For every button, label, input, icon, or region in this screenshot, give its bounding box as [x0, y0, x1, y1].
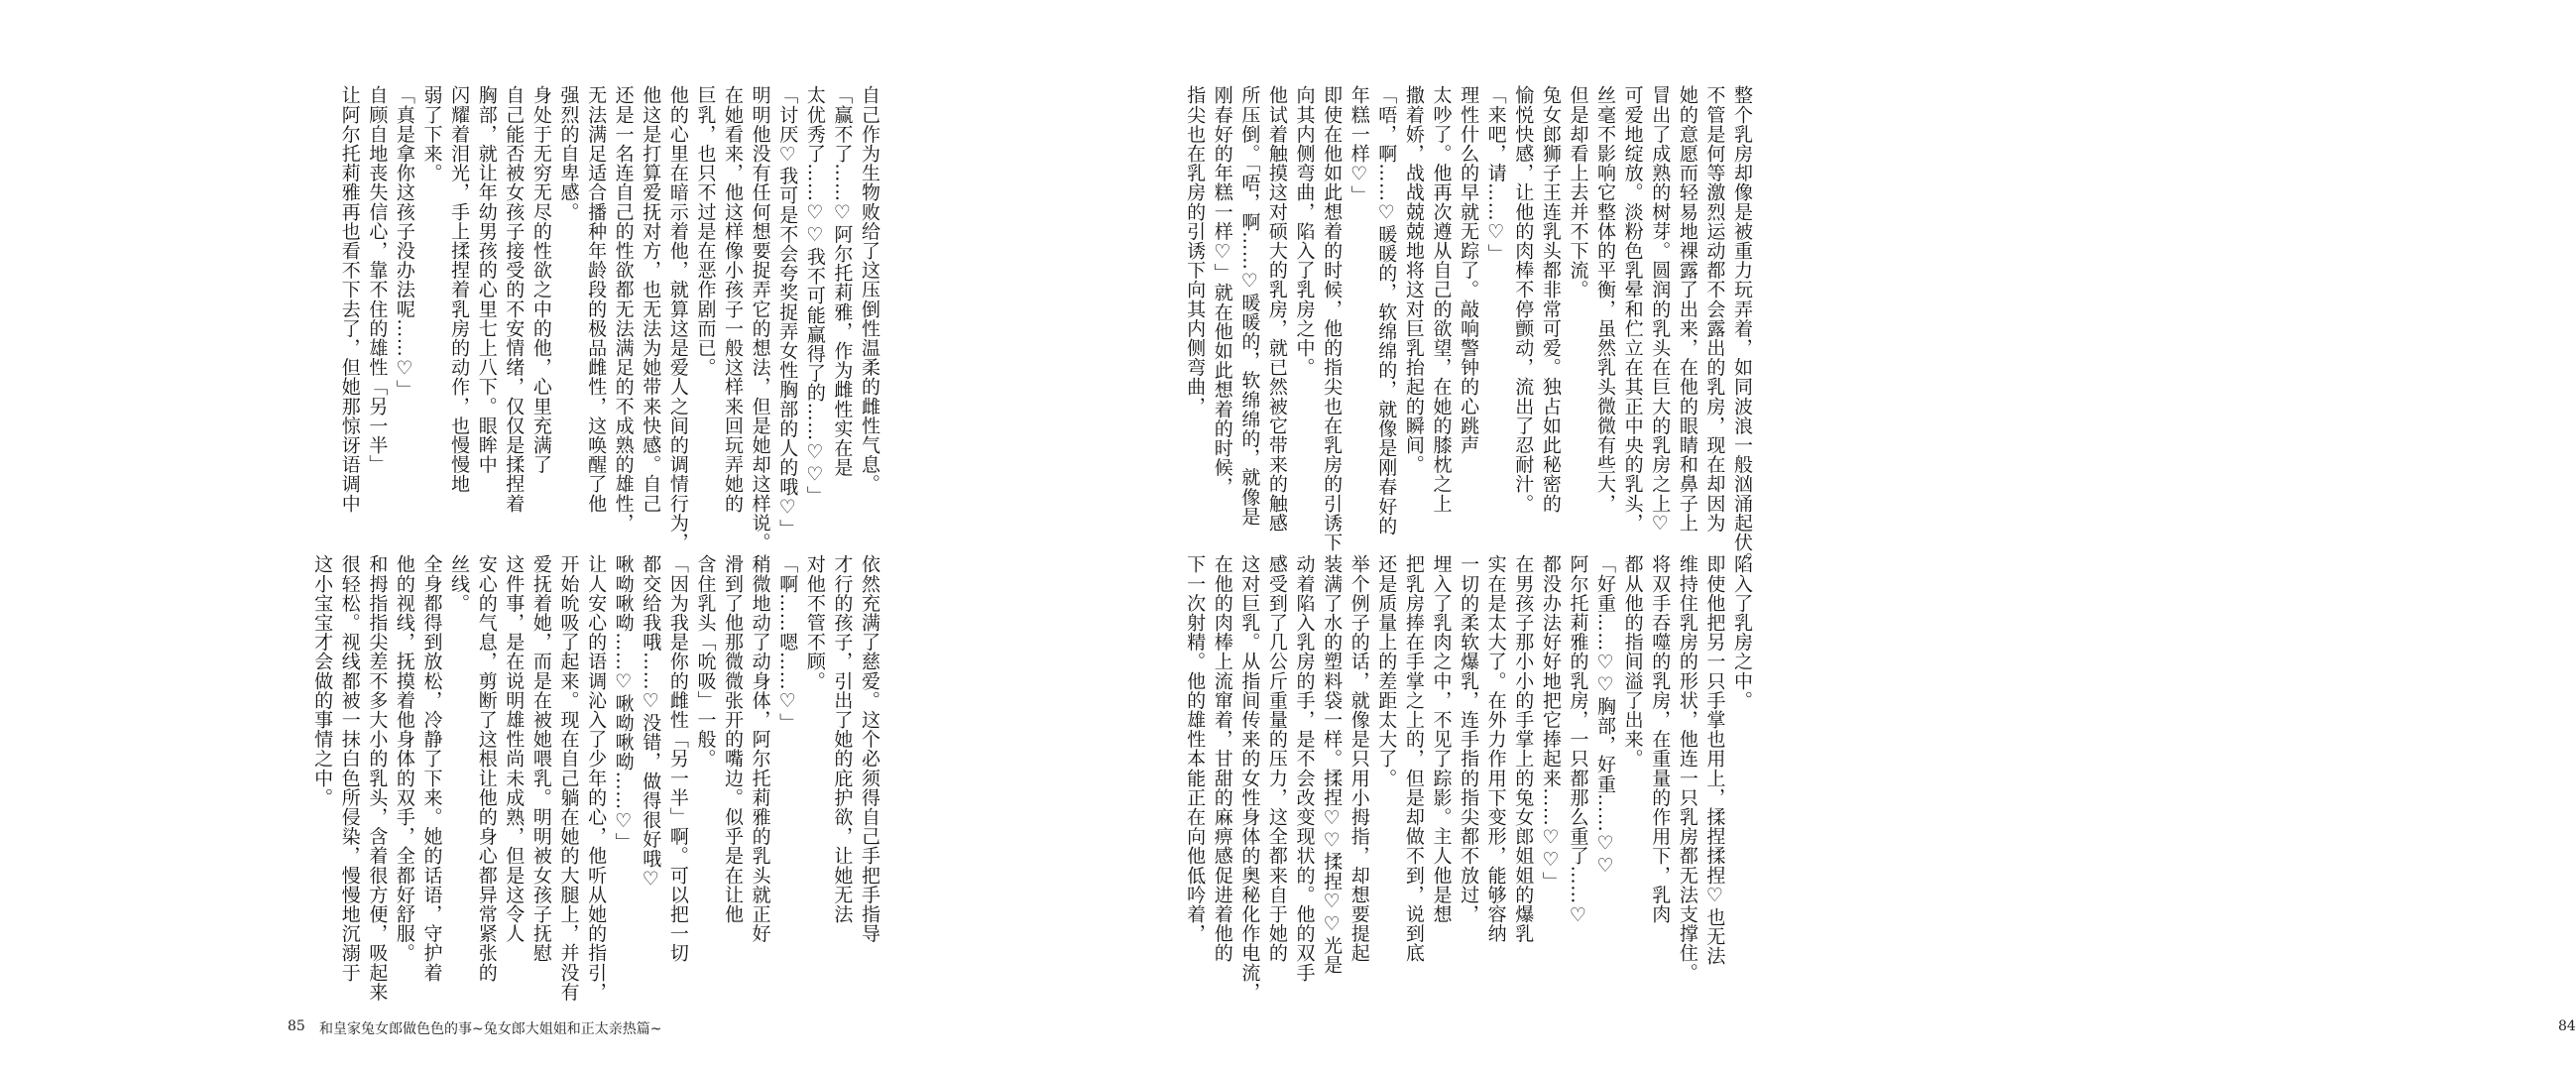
- text-line: 将双手吞噬的乳房，在重量的作用下，乳肉: [1649, 554, 1672, 924]
- text-line: 「讨厌♡我可是不会夸奖捉弄女性胸部的人的哦♡」: [776, 85, 799, 538]
- text-line: 「唔，啊……♡暖暖的，软绵绵的，就像是刚春好的: [1375, 85, 1398, 536]
- text-line: 动着陷入乳房的手，是不会改变现状的。他的双手: [1293, 554, 1316, 983]
- text-line: 愉悦快感，让他的肉棒不停颤动，流出了忍耐汁。: [1512, 85, 1535, 514]
- text-line: 在男孩子那小小的手掌上的兔女郎姐姐的爆乳: [1512, 554, 1535, 943]
- text-line: 还是一名连自己的性欲都无法满足的不成熟的雄性，: [612, 85, 635, 533]
- text-line: 强烈的自卑感。: [557, 85, 580, 222]
- text-line: 「来吧，请……♡」: [1484, 85, 1507, 264]
- text-line: 自顾自地丧失信心，靠不住的雄性「另一半」: [366, 85, 389, 474]
- text-line: 把乳房捧在手掌之上的，但是却做不到，说到底: [1402, 554, 1425, 963]
- text-line: 让阿尔托莉雅再也看不下去了，但她那惊讶语调中: [338, 85, 361, 514]
- page-84: [952, 0, 2576, 1071]
- text-line: 无法满足适合播种年龄段的极品雌性，这唤醒了他: [585, 85, 608, 514]
- text-line: 自己能否被女孩子接受的不安情绪，仅仅是揉捏着: [503, 85, 526, 514]
- text-line: 埋入了乳肉之中，不见了踪影。主人他是想: [1430, 554, 1453, 924]
- text-line: 太吵了。他再次遵从自己的欲望，在她的膝枕之上: [1430, 85, 1453, 514]
- text-line: 「因为我是你的雌性「另一半」啊。可以把一切: [666, 554, 689, 963]
- text-line: 在他的肉棒上流窜着，甘甜的麻痹感促进着他的: [1211, 554, 1233, 963]
- text-line: 举个例子的话，就像是只用小拇指，却想要提起: [1347, 554, 1370, 963]
- text-line: 依然充满了慈爱。这个必须得自己手把手指导: [859, 554, 880, 943]
- text-line: 冒出了成熟的树芽。圆润的乳头在巨大的乳房之上♡: [1649, 85, 1672, 536]
- text-line: 对他不管不顾。: [803, 554, 826, 691]
- text-line: 自己作为生物败给了这压倒性温柔的雌性气息。: [859, 85, 880, 494]
- text-line: 她的意愿而轻易地裸露了出来，在他的眼睛和鼻子上: [1676, 85, 1698, 533]
- text-line: 和拇指指尖差不多大小的乳头，含着很方便，吸起来: [366, 554, 389, 1002]
- text-line: 他这是打算爱抚对方，也无法为她带来快感。自己: [640, 85, 662, 514]
- text-line: 实在是太大了。在外力作用下变形，能够容纳: [1484, 554, 1507, 943]
- text-line: 「真是拿你这孩子没办法呢……♡」: [393, 85, 415, 400]
- right-page-top-text: [1181, 85, 1755, 571]
- text-line: 但是却看上去并不下流。: [1567, 85, 1589, 299]
- page-number-85: 85: [288, 1018, 305, 1034]
- text-line: 年糕一样♡」: [1347, 85, 1370, 205]
- text-line: 爱抚着她，而是在被她喂乳。明明被女孩子抚慰: [529, 554, 552, 963]
- text-line: 弱了下来。: [420, 85, 443, 182]
- text-line: 这对巨乳。从指间传来的女性身体的奥秘化作电流，: [1238, 554, 1261, 1002]
- text-line: 都没办法好好地把它捧起来……♡♡」: [1539, 554, 1562, 892]
- running-title: 和皇家兔女郎做色色的事~兔女郎大姐姐和正太亲热篇~: [319, 1021, 662, 1037]
- text-line: 这小宝宝才会做的事情之中。: [311, 554, 334, 807]
- text-line: 含住乳头「吮吸」一般。: [694, 554, 717, 769]
- page-85: [0, 0, 952, 1071]
- text-line: 这件事，是在说明雄性尚未成熟，但是这令人: [503, 554, 526, 943]
- text-line: 陷入了乳房之中。: [1731, 554, 1753, 710]
- text-line: 滑到了他那微微张开的嘴边。似乎是在让他: [722, 554, 745, 924]
- text-line: 感受到了几公斤重量的压力，这全都来自于她的: [1265, 554, 1288, 963]
- text-line: 阿尔托莉雅的乳房，一只都那么重了……♡: [1567, 554, 1589, 927]
- page-number-84: 84: [2558, 1018, 2576, 1034]
- text-line: 即使他把另一只手掌也用上，揉捏揉捏♡也无法: [1703, 554, 1726, 966]
- text-line: 刚春好的年糕一样♡」就在他如此想着的时候，: [1211, 85, 1233, 497]
- text-line: 全身都得到放松，冷静了下来。她的话语，守护着: [420, 554, 443, 983]
- text-line: 兔女郎狮子王连乳头都非常可爱。独占如此秘密的: [1539, 85, 1562, 514]
- text-line: 在她看来，他这样像小孩子一般这样来回玩弄她的: [722, 85, 745, 514]
- text-line: 「赢不了……♡阿尔托莉雅，作为雌性实在是: [831, 85, 854, 477]
- text-line: 所压倒。「唔，啊……♡暖暖的，软绵绵的，就像是: [1238, 85, 1261, 527]
- right-page-bottom-text: [1181, 554, 1755, 1002]
- text-line: 整个乳房却像是被重力玩弄着，如同波浪一般汹涌起伏。: [1731, 85, 1753, 571]
- text-line: 太优秀了……♡♡我不可能赢得了的……♡♡」: [803, 85, 826, 506]
- text-line: 下一次射精。他的雄性本能正在向他低吟着，: [1184, 554, 1207, 943]
- text-line: 可爱地绽放。淡粉色乳晕和伫立在其正中央的乳头，: [1621, 85, 1644, 533]
- text-line: 才行的孩子，引出了她的庇护欲，让她无法: [831, 554, 854, 924]
- text-line: 巨乳，也只不过是在恶作剧而已。: [694, 85, 717, 377]
- text-line: 很轻松。视线都被一抹白色所侵染，慢慢地沉溺于: [338, 554, 361, 983]
- text-line: 开始吮吸了起来。现在自己躺在她的大腿上，并没有: [557, 554, 580, 1002]
- text-line: 还是质量上的差距太大了。: [1375, 554, 1398, 788]
- text-line: 指尖也在乳房的引诱下向其内侧弯曲，: [1184, 85, 1207, 416]
- text-line: 闪耀着泪光，手上揉捏着乳房的动作，也慢慢地: [448, 85, 471, 494]
- text-line: 啾呦啾呦……♡啾呦啾呦……♡」: [612, 554, 635, 852]
- text-line: 向其内侧弯曲，陷入了乳房之中。: [1293, 85, 1316, 377]
- left-page-top-text: [335, 85, 882, 552]
- left-page-bottom-text: [308, 554, 882, 1002]
- text-line: 即使在他如此想着的时候，他的指尖也在乳房的引诱下: [1321, 85, 1344, 552]
- text-line: 让人安心的语调沁入了少年的心，他听从她的指引，: [585, 554, 608, 1002]
- text-line: 装满了水的塑料袋一样。揉捏♡♡揉捏♡♡光是: [1321, 554, 1344, 975]
- text-line: 稍微地动了动身体，阿尔托莉雅的乳头就正好: [749, 554, 771, 943]
- text-line: 「好重……♡♡胸部，好重……♡♡: [1594, 554, 1617, 878]
- text-line: 一切的柔软爆乳，连手指的指尖都不放过，: [1458, 554, 1480, 924]
- text-line: 胸部，就让年幼男孩的心里七上八下。眼眸中: [475, 85, 498, 474]
- text-line: 丝线。: [448, 554, 471, 613]
- text-line: 「啊……嗯……♡」: [776, 554, 799, 733]
- text-line: 都交给我哦……♡没错，做得很好哦♡: [640, 554, 662, 892]
- text-line: 撒着娇，战战兢兢地将这对巨乳抬起的瞬间。: [1402, 85, 1425, 474]
- text-line: 丝毫不影响它整体的平衡，虽然乳头微微有些大，: [1594, 85, 1617, 514]
- text-line: 理性什么的早就无踪了。敲响警钟的心跳声: [1458, 85, 1480, 455]
- text-line: 他的视线，抚摸着他身体的双手，全都好舒服。: [393, 554, 415, 963]
- text-line: 安心的气息，剪断了这根让他的身心都异常紧张的: [475, 554, 498, 983]
- text-line: 都从他的指间溢了出来。: [1621, 554, 1644, 769]
- text-line: 他试着触摸这对硕大的乳房，就已然被它带来的触感: [1265, 85, 1288, 533]
- text-line: 不管是何等激烈运动都不会露出的乳房，现在却因为: [1703, 85, 1726, 533]
- text-line: 明明他没有任何想要捉弄它的想法，但是她却这样说。: [749, 85, 771, 552]
- text-line: 维持住乳房的形状，他连一只乳房都无法支撑住。: [1676, 554, 1698, 983]
- text-line: 身处于无穷无尽的性欲之中的他，心里充满了: [529, 85, 552, 474]
- text-line: 他的心里在暗示着他，就算这是爱人之间的调情行为，: [666, 85, 689, 552]
